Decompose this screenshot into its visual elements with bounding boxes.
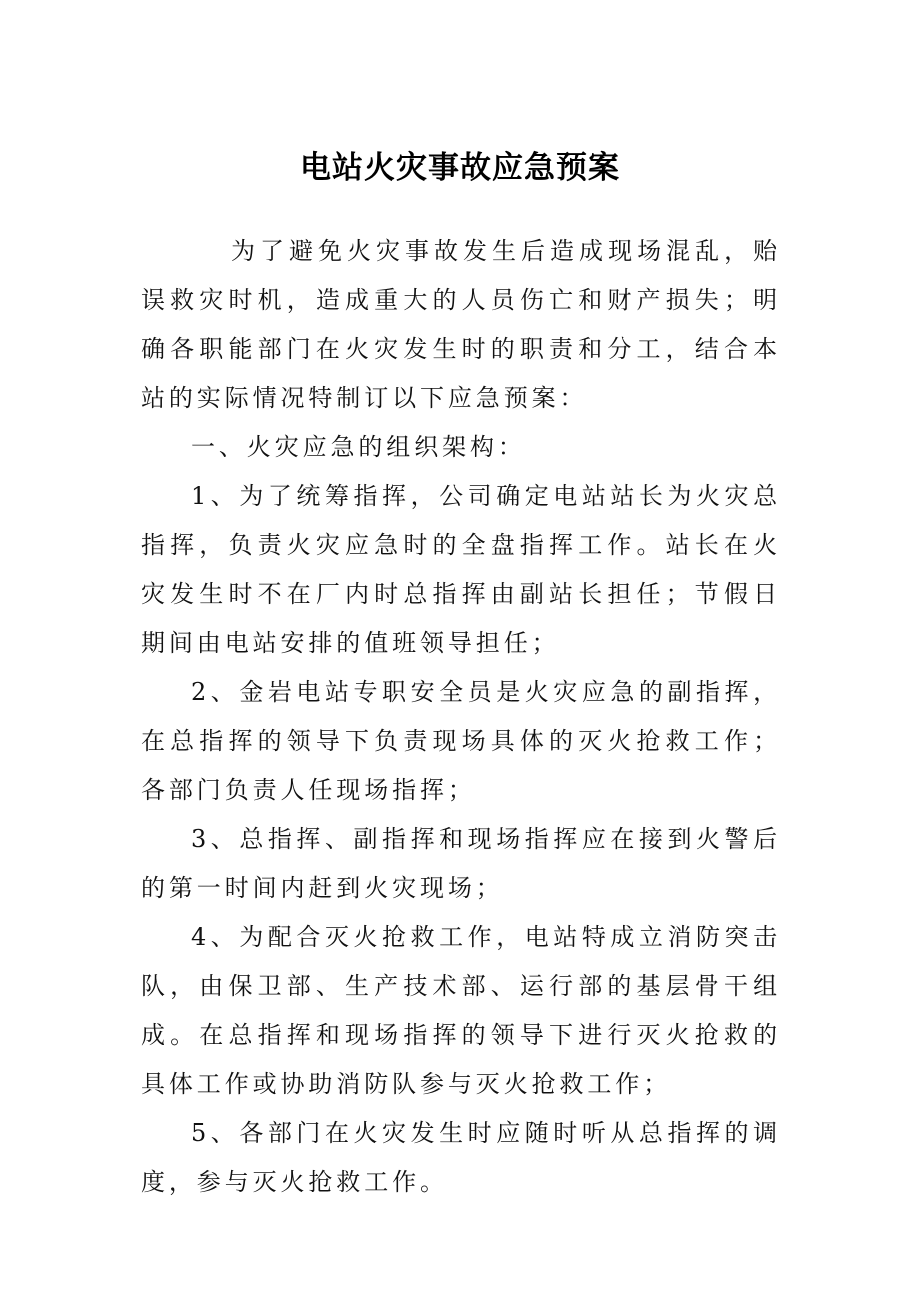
document-title: 电站火灾事故应急预案	[300, 150, 620, 186]
document-body	[141, 227, 781, 1207]
paragraph-intro: 为了避免火灾事故发生后造成现场混乱，贻误救灾时机，造成重大的人员伤亡和财产损失；明确各职能部门在火灾发生时的职责和分工，结合本站的实际情况特制订以下应急预案：	[141, 237, 781, 412]
paragraph-item-3: 3、总指挥、副指挥和现场指挥应在接到火警后的第一时间内赶到火灾现场；	[141, 825, 781, 902]
paragraph-item-2: 2、金岩电站专职安全员是火灾应急的副指挥，在总指挥的领导下负责现场具体的灭火抢救工作；各部门负责人任现场指挥；	[141, 678, 781, 804]
section-heading-organization: 一、火灾应急的组织架构：	[191, 433, 526, 461]
paragraph-item-5: 5、各部门在火灾发生时应随时听从总指挥的调度，参与灭火抢救工作。	[141, 1119, 781, 1196]
paragraph-item-1: 1、为了统筹指挥，公司确定电站站长为火灾总指挥，负责火灾应急时的全盘指挥工作。站长在火灾发生时不在厂内时总指挥由副站长担任；节假日期间由电站安排的值班领导担任；	[141, 482, 781, 657]
paragraph-item-4: 4、为配合灭火抢救工作，电站特成立消防突击队，由保卫部、生产技术部、运行部的基层骨干组成。在总指挥和现场指挥的领导下进行灭火抢救的具体工作或协助消防队参与灭火抢救工作；	[141, 923, 781, 1098]
